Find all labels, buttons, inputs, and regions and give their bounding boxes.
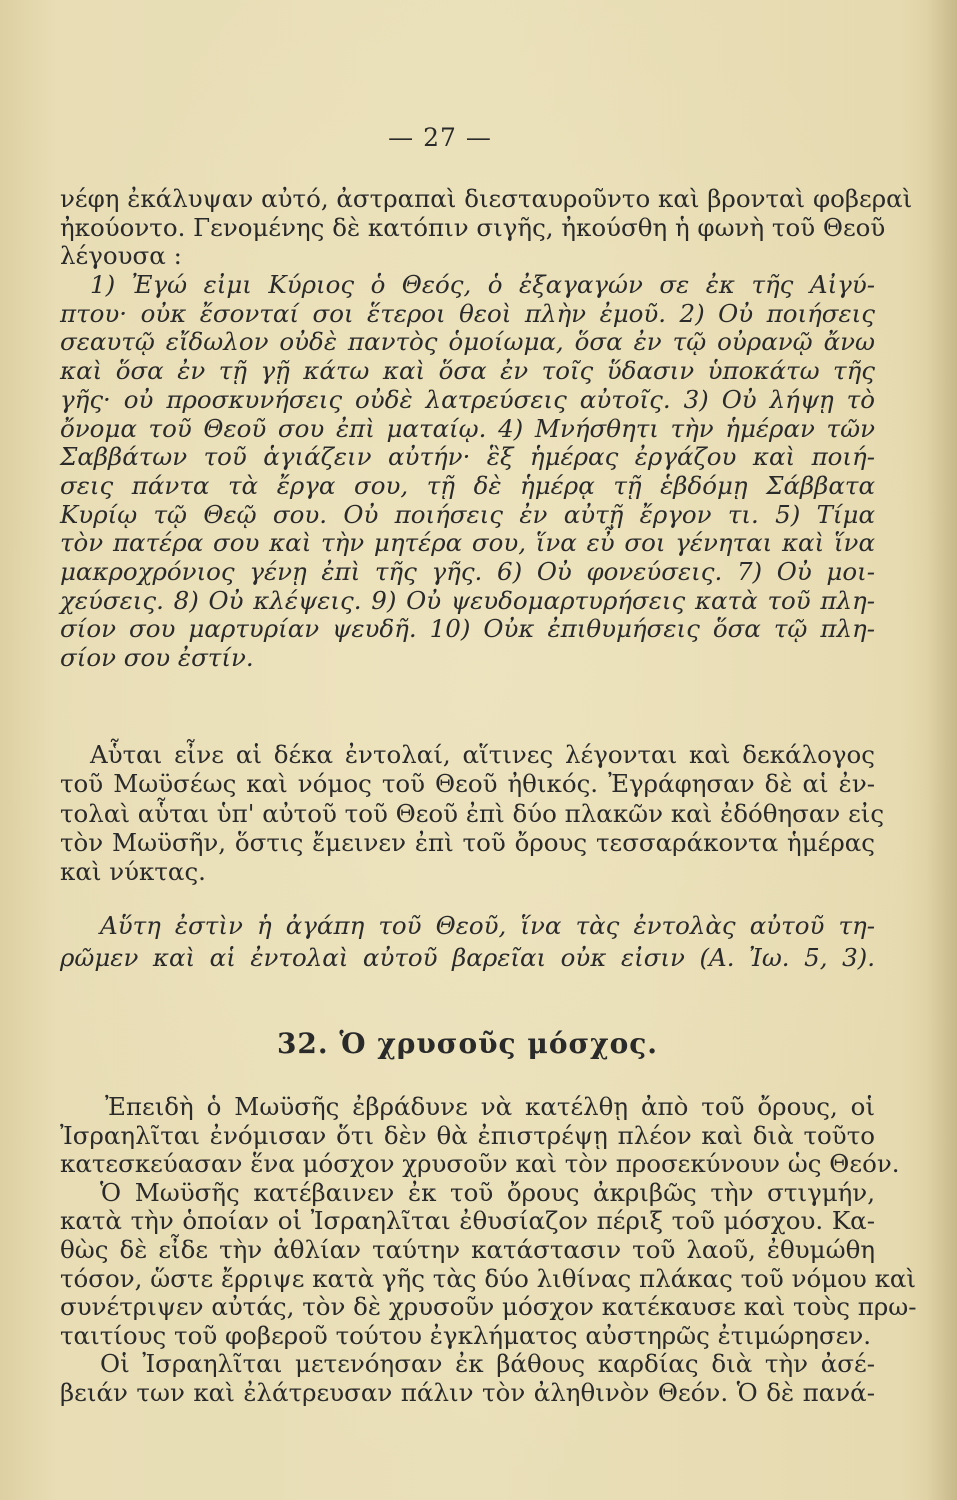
golden-calf-paragraph [60,1092,917,1408]
text-line: Σαββάτων τοῦ ἁγιάζειν αὐτήν· ἓξ ἡμέρας ἐργάζου καὶ ποιή- [60,442,875,472]
text-line: μακροχρόνιος γένῃ ἐπὶ τῆς γῆς. 6) Οὐ φονεύσεις. 7) Οὐ μοι- [60,556,875,586]
text-line: τολαὶ αὗται ὑπ' αὐτοῦ τοῦ Θεοῦ ἐπὶ δύο πλακῶν καὶ ἐδόθησαν εἰς [60,798,885,828]
text-line: τὸν Μωϋσῆν, ὅστις ἔμεινεν ἐπὶ τοῦ ὄρους τεσσαράκοντα ἡμέρας [60,827,875,857]
text-line: θὼς δὲ εἶδε τὴν ἀθλίαν ταύτην κατάστασιν τοῦ λαοῦ, ἐθυμώθη [60,1234,875,1264]
section-heading: 32. Ὁ χρυσοῦς μόσχος. [276,1027,659,1060]
text-line: Αὗται εἶνε αἱ δέκα ἐντολαί, αἵτινες λέγονται καὶ δεκάλογος [90,740,875,769]
text-line: 1) Ἐγώ εἰμι Κύριος ὁ Θεός, ὁ ἐξαγαγών σε ἐκ τῆς Αἰγύ- [90,270,875,300]
scripture-quote [60,910,875,974]
text-line: Κυρίῳ τῷ Θεῷ σου. Οὐ ποιήσεις ἐν αὐτῇ ἔργον τι. 5) Τίμα [60,499,875,529]
text-line: ἠκούοντο. Γενομένης δὲ κατόπιν σιγῆς, ἠκούσθη ἡ φωνὴ τοῦ Θεοῦ [60,212,886,242]
text-line: Ἰσραηλῖται ἐνόμισαν ὅτι δὲν θὰ ἐπιστρέψῃ πλέον καὶ διὰ τοῦτο [60,1120,875,1150]
text-line: ταιτίους τοῦ φοβεροῦ τούτου ἐγκλήματος αὐστηρῶς ἐτιμώρησεν. [60,1320,872,1350]
page-edge-shadow [927,0,957,1500]
page-number: — 27 — [388,123,492,152]
text-line: καὶ νύκτας. [60,857,206,887]
decalogue-paragraph [60,740,885,887]
text-line: σίον σου ἐστίν. [60,643,254,672]
text-line: ὄνομα τοῦ Θεοῦ σου ἐπὶ ματαίῳ. 4) Μνήσθητι τὴν ἡμέραν τῶν [60,413,875,443]
text-line: ρῶμεν καὶ αἱ ἐντολαὶ αὐτοῦ βαρεῖαι οὐκ εἰσιν (Α. Ἰω. 5, 3). [60,943,875,972]
text-line: χεύσεις. 8) Οὐ κλέψεις. 9) Οὐ ψευδομαρτυρήσεις κατὰ τοῦ πλη- [60,585,875,615]
text-line: λέγουσα : [60,241,182,271]
text-line: βειάν των καὶ ἐλάτρευσαν πάλιν τὸν ἀληθινὸν Θεόν. Ὁ δὲ πανά- [60,1377,875,1407]
text-line: Ἐπειδὴ ὁ Μωϋσῆς ἐβράδυνε νὰ κατέλθῃ ἀπὸ τοῦ ὄρους, οἱ [105,1092,875,1121]
text-line: τοῦ Μωϋσέως καὶ νόμος τοῦ Θεοῦ ἠθικός. Ἐγράφησαν δὲ αἱ ἐν- [60,769,875,799]
text-line: κατὰ τὴν ὁποίαν οἱ Ἰσραηλῖται ἐθυσίαζον πέριξ τοῦ μόσχου. Κα- [60,1206,875,1236]
text-line: πτου· οὐκ ἔσονταί σοι ἕτεροι θεοὶ πλὴν ἐμοῦ. 2) Οὐ ποιήσεις [60,298,875,328]
text-line: γῆς· οὐ προσκυνήσεις οὐδὲ λατρεύσεις αὐτοῖς. 3) Οὐ λήψῃ τὸ [60,384,875,414]
text-line: τόσον, ὥστε ἔρριψε κατὰ γῆς τὰς δύο λιθίνας πλάκας τοῦ νόμου καὶ [60,1263,917,1293]
commandments-paragraph [60,184,913,673]
text-line: κατεσκεύασαν ἕνα μόσχον χρυσοῦν καὶ τὸν προσεκύνουν ὡς Θεόν. [60,1149,900,1179]
text-line: σεις πάντα τὰ ἔργα σου, τῇ δὲ ἡμέρᾳ τῇ ἑβδόμῃ Σάββατα [60,470,875,500]
text-line: Οἱ Ἰσραηλῖται μετενόησαν ἐκ βάθους καρδίας διὰ τὴν ἀσέ- [100,1349,875,1379]
text-line: Αὕτη ἐστὶν ἡ ἀγάπη τοῦ Θεοῦ, ἵνα τὰς ἐντολὰς αὐτοῦ τη- [100,911,875,940]
text-line: σίον σου μαρτυρίαν ψευδῆ. 10) Οὐκ ἐπιθυμήσεις ὅσα τῷ πλη- [60,614,875,644]
text-line: συνέτριψεν αὐτάς, τὸν δὲ χρυσοῦν μόσχον κατέκαυσε καὶ τοὺς πρω- [60,1292,917,1322]
text-line: σεαυτῷ εἴδωλον οὐδὲ παντὸς ὁμοίωμα, ὅσα ἐν τῷ οὐρανῷ ἄνω [60,327,875,357]
text-line: καὶ ὅσα ἐν τῇ γῇ κάτω καὶ ὅσα ἐν τοῖς ὕδασιν ὑποκάτω τῆς [60,356,875,386]
text-line: νέφη ἐκάλυψαν αὐτό, ἀστραπαὶ διεσταυροῦντο καὶ βρονταὶ φοβεραὶ [60,184,913,213]
text-line: τὸν πατέρα σου καὶ τὴν μητέρα σου, ἵνα εὖ σοι γένηται καὶ ἵνα [60,528,875,558]
text-line: Ὁ Μωϋσῆς κατέβαινεν ἐκ τοῦ ὄρους ἀκριβῶς τὴν στιγμήν, [100,1177,875,1207]
